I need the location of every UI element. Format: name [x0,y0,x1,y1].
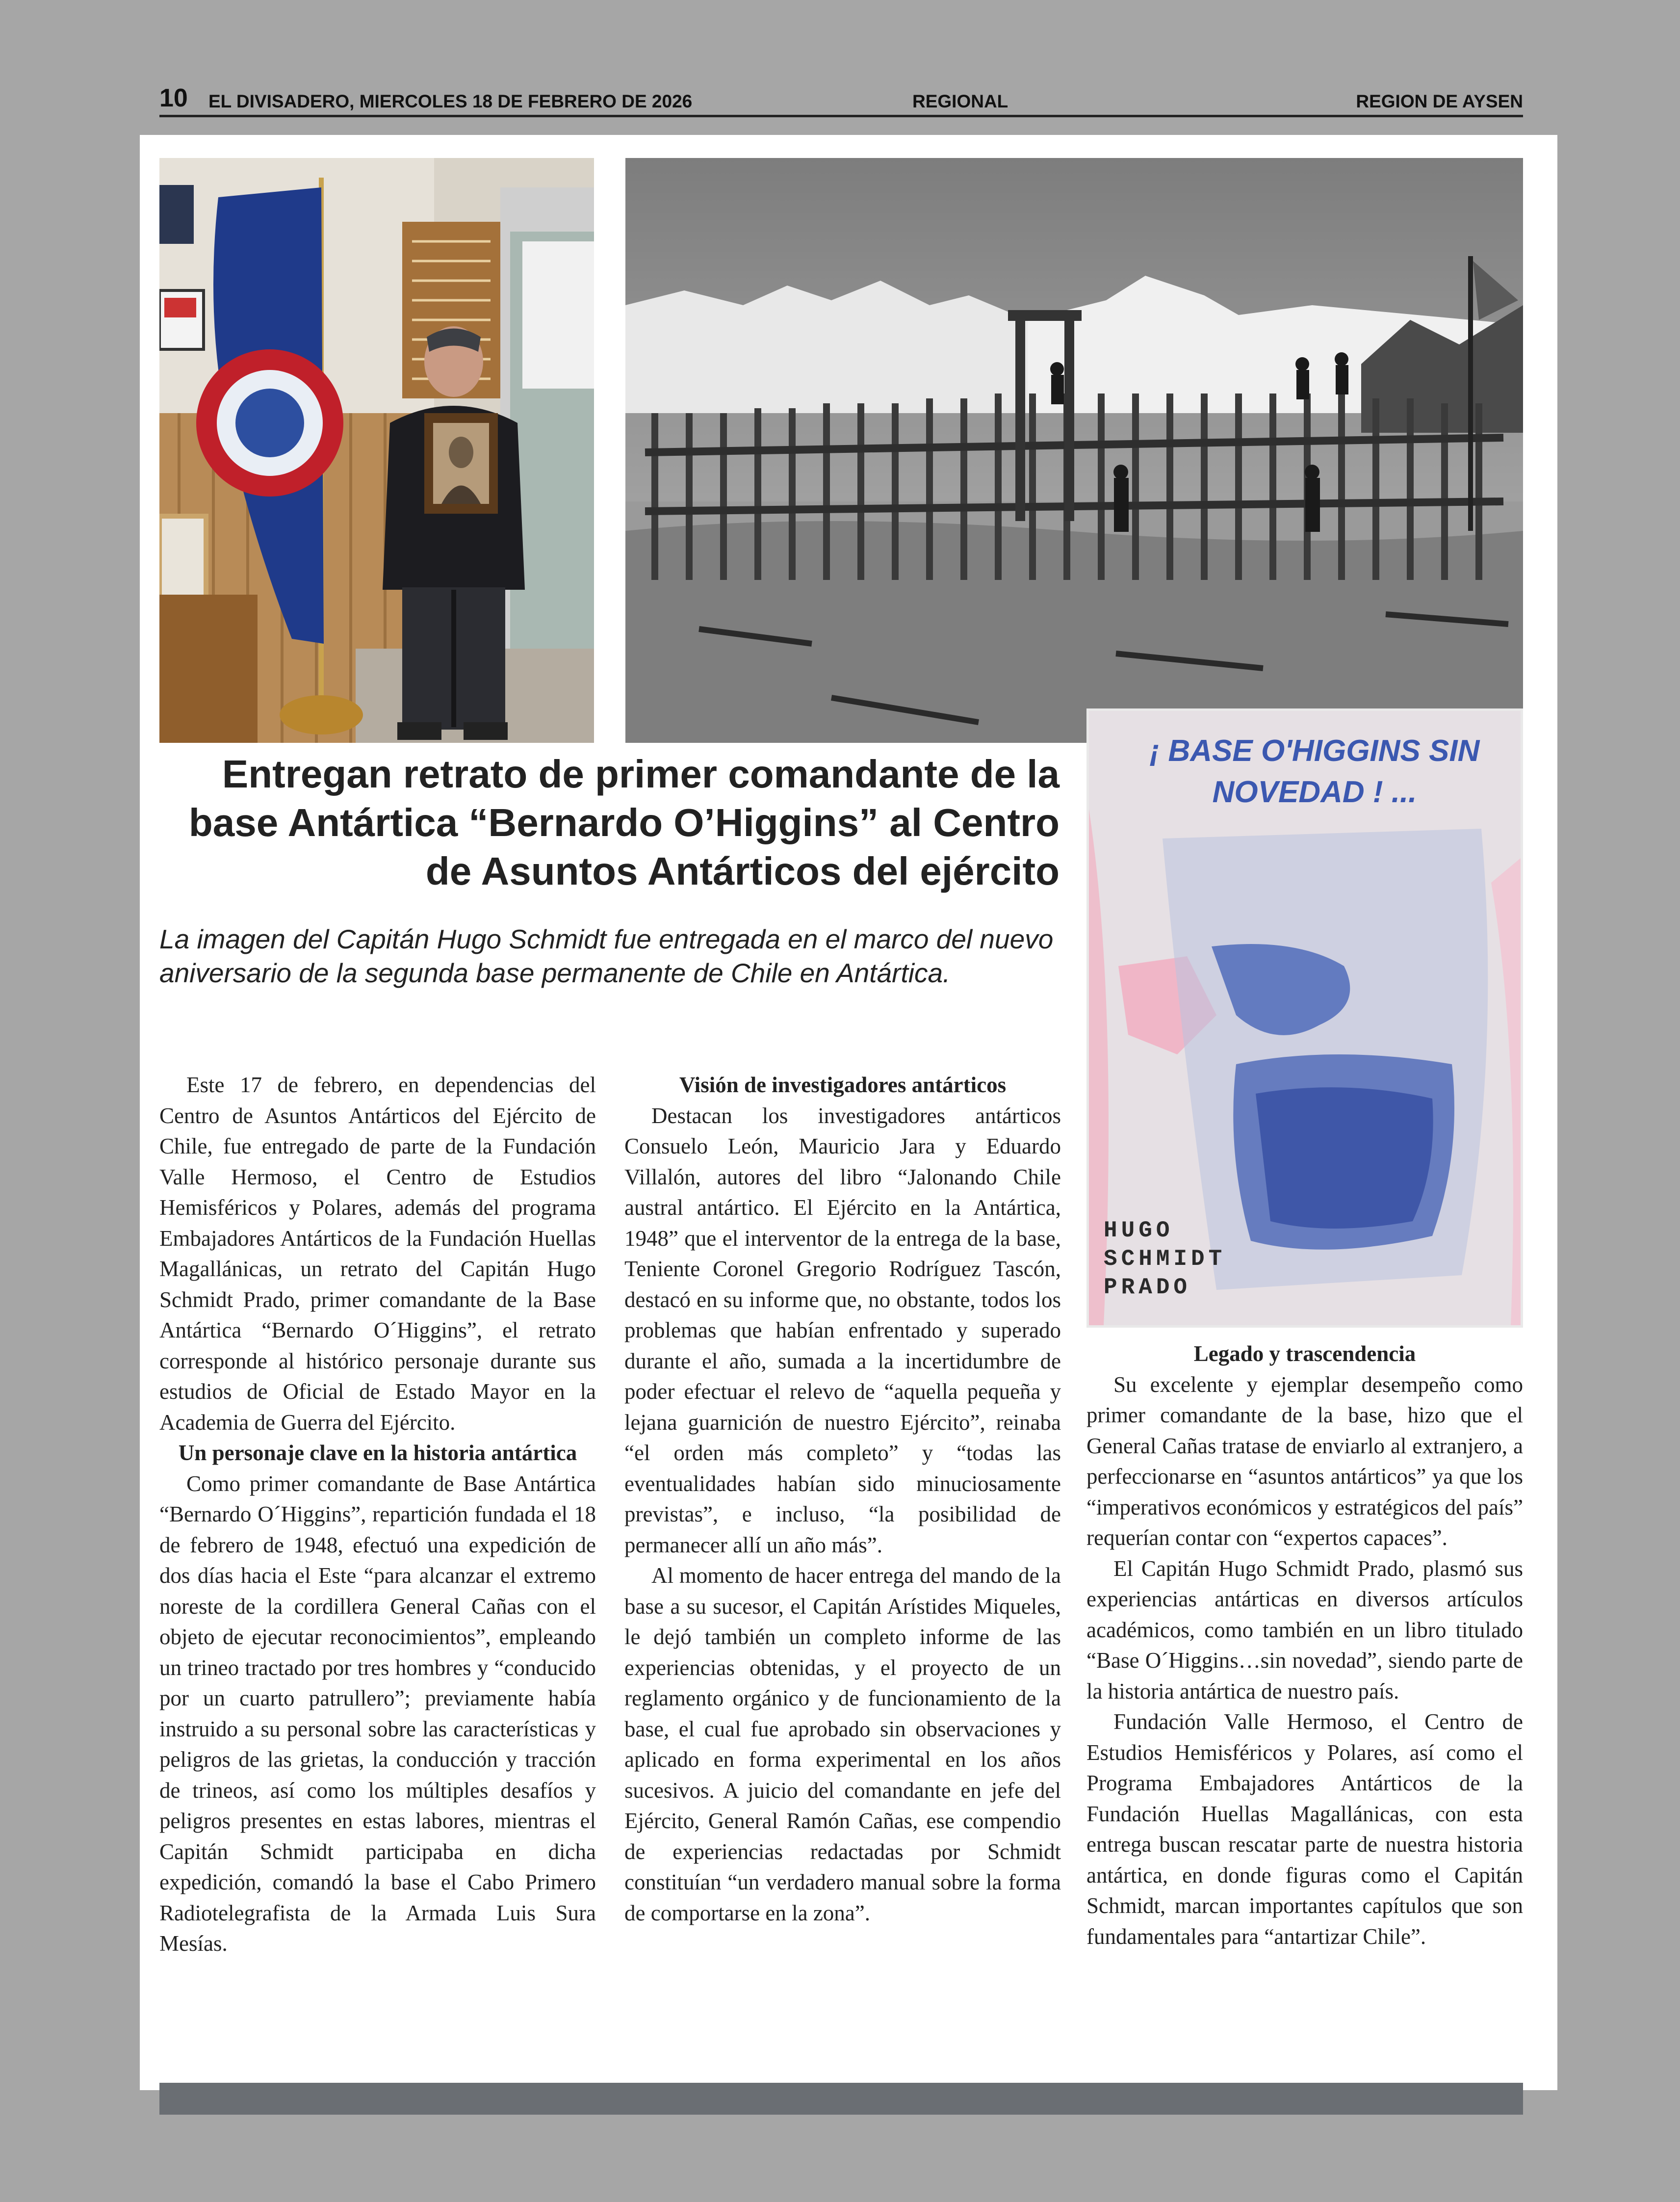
section-heading: Legado y trascendencia [1193,1341,1416,1366]
region-name: REGION DE AYSEN [1356,91,1523,111]
article-headline: Entregan retrato de primer comandante de la base Antártica “Bernardo O’Higgins” al Centro de Asuntos Antárticos del ejército [188,752,1060,893]
paragraph: Como primer comandante de Base Antártica “Bernardo O´Higgins”, repartición fundada el 18 de febrero de 1948, efectuó una expedición de dos días hacia el Este “para alcanzar el extremo noreste de la cordillera General Cañas con el objeto de ejecutar reconocimientos”, empleando un trineo tractado por tres hombres y “conducido por un cuarto patrullero”; previamente había instruido a su personal sobre las características y peligros de las grietas, la conducción y tracción de trineos, así como los múltiples desafíos y peligros presentes en estas labores, mientras el Capitán Schmidt participaba en dicha expedición, comandó la base el Cabo Primero Radiotelegrafista de la Armada Luis Sura Mesías. [159,1471,596,1956]
article-column-2 [624,1070,1061,1928]
paragraph: Su excelente y ejemplar desempeño como primer comandante de la base, hizo que el General Cañas tratase de enviarlo al extranjero, a perfeccionarse en “asuntos antárticos” ya que los “imperativos económicos y estratégicos del país” requerían contar con “expertos capaces”. [1086,1372,1523,1550]
article-column-1 [159,1070,596,1959]
book-cover-author-line: SCHMIDT [1104,1246,1226,1272]
photo-book-cover [1086,708,1523,1328]
article-subtitle: La imagen del Capitán Hugo Schmidt fue entregada en el marco del nuevo aniversario de la segunda base permanente de Chile en Antártica. [159,924,1054,988]
book-cover-author [1104,1216,1226,1302]
book-cover-author-line: PRADO [1104,1275,1191,1300]
book-cover-title: ¡ BASE O'HIGGINS SIN NOVEDAD ! ... [1149,734,1480,809]
paragraph: Destacan los investigadores antárticos Consuelo León, Mauricio Jara y Eduardo Villalón, autores del libro “Jalonando Chile austral antártico. El Ejército en la Antártica, 1948” que el interventor de la entrega de la base, Teniente Coronel Gregorio Rodríguez Tascón, destacó en su informe que, no obstante, todos los problemas que habían enfrentado y superado durante el año, sumada a la incertidumbre de poder efectuar el relevo de “aquella pequeña y lejana guarnición de nuestro Ejército”, reinaba “el orden más completo” y “todas las eventualidades habían sido minuciosamente previstas”, e incluso, “la posibilidad de permanecer allí un año más”. [624,1103,1061,1557]
paragraph: Este 17 de febrero, en dependencias del Centro de Asuntos Antárticos del Ejército de Chile, fue entregado de parte de la Fundación Valle Hermoso, el Centro de Estudios Hemisféricos y Polares, además del programa Embajadores Antárticos de la Fundación Huellas Magallánicas, un retrato del Capitán Hugo Schmidt Prado, primer comandante de la Base Antártica “Bernardo O´Higgins”, el retrato corresponde al histórico personaje durante sus estudios de Oficial de Estado Mayor en la Academia de Guerra del Ejército. [159,1073,596,1435]
footer-bar [159,2083,1523,2115]
paragraph: El Capitán Hugo Schmidt Prado, plasmó sus experiencias antárticas en diversos artículos académicos, como también en un libro titulado “Base O´Higgins…sin novedad”, siendo parte de la historia antártica de nuestro país. [1086,1556,1523,1704]
page-header [159,83,1523,117]
section-heading: Un personaje clave en la historia antártica [178,1441,577,1465]
paragraph: Fundación Valle Hermoso, el Centro de Estudios Hemisféricos y Polares, así como el Programa Embajadores Antárticos de la Fundación Huellas Magallánicas, con esta entrega buscan rescatar parte de nuestra historia antártica, en donde figuras como el Capitán Schmidt, marcan importantes capítulos que son fundamentales para “antartizar Chile”. [1086,1709,1523,1949]
paragraph: Al momento de hacer entrega del mando de la base a su sucesor, el Capitán Arístides Miqueles, le dejó también un completo informe de las experiencias obtenidas, y el proyecto de un reglamento orgánico y de funcionamiento de la base, el cual fue aprobado sin observaciones y aplicado en forma experimental en los años sucesivos. A juicio del comandante en jefe del Ejército, General Ramón Cañas, ese compendio de experiencias redactadas por Schmidt constituían “un verdadero manual sobre la forma de comportarse en la zona”. [624,1563,1061,1925]
section-heading: Visión de investigadores antárticos [679,1073,1007,1097]
article-column-3 [1086,1338,1523,1952]
photo-portrait-handover [159,158,594,743]
publication-date: EL DIVISADERO, MIERCOLES 18 DE FEBRERO DE 2026 [208,91,693,111]
section-name: REGIONAL [912,91,1008,111]
book-cover-author-line: HUGO [1104,1218,1174,1243]
page-number: 10 [159,84,188,112]
photo-base-construction-1948 [625,158,1523,743]
